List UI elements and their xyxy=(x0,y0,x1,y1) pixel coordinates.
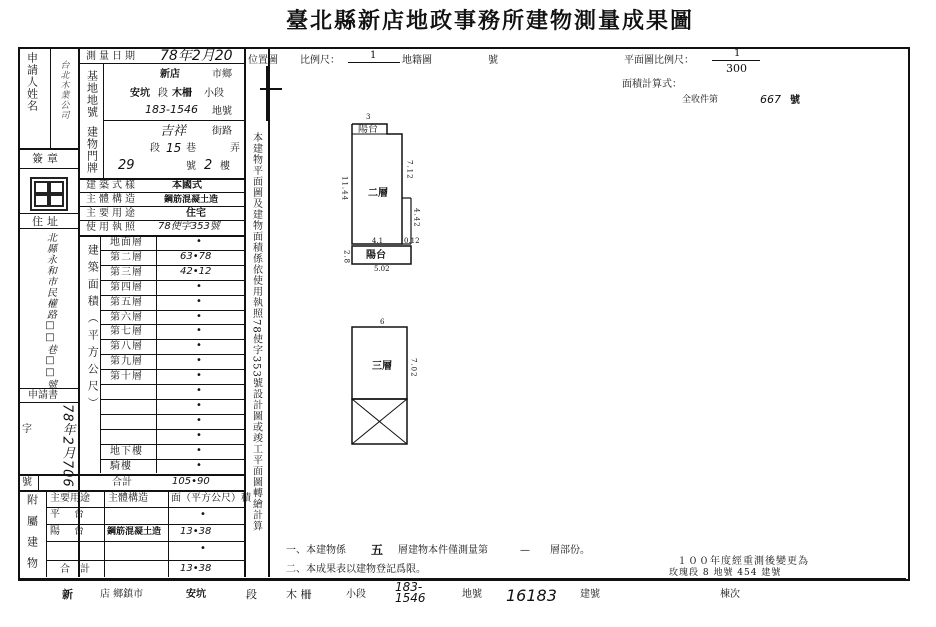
footer-build-number: 16183 xyxy=(506,586,557,605)
floor-scale-num: 1 xyxy=(734,48,741,59)
case-number: 667 xyxy=(760,93,781,106)
address-value: 北縣永和市民權路□□巷□□號 xyxy=(44,232,56,390)
dim-step-top: 4.1 xyxy=(372,237,384,245)
location-map-label: 位置圖 xyxy=(248,55,278,66)
note-2: 二、本成果表以建物登記爲限。 xyxy=(286,564,426,575)
floor-name: 第三層 xyxy=(110,266,143,278)
floor-area-value: • xyxy=(196,340,202,352)
floor-area-value: 42•12 xyxy=(180,265,212,277)
alley-unit: 弄 xyxy=(230,143,240,154)
annex-use-header: 主要用途 xyxy=(50,493,90,504)
floor-area-value: • xyxy=(196,414,202,426)
annex-use: 平台 xyxy=(50,509,98,520)
floor-area-value: • xyxy=(196,429,202,441)
survey-date-value: 78年2月20 xyxy=(160,48,233,64)
structure-label: 主體構造 xyxy=(86,194,138,205)
land-number-unit: 地號 xyxy=(212,106,232,117)
floor-area-value: • xyxy=(196,459,202,471)
annex-side-label: 附屬建物 xyxy=(25,494,39,578)
dim-left: 11.44 xyxy=(340,176,349,202)
section-value: 安坑 xyxy=(130,88,150,99)
lane-unit: 巷 xyxy=(186,143,196,154)
permit-label: 使用執照 xyxy=(86,222,138,233)
floor3-label: 三層 xyxy=(372,361,392,372)
floor-scale-label: 平面圖比例尺： xyxy=(624,55,694,66)
total-area-value: 105•90 xyxy=(172,476,210,487)
note-1-middle: 層建物本件僅測量第 xyxy=(398,545,488,556)
dim-f3-right: 7.02 xyxy=(409,358,418,378)
area-side-label: 建築面積（平方公尺） xyxy=(86,244,100,414)
floor-area-value: • xyxy=(196,370,202,382)
floor-name: 地面層 xyxy=(110,237,143,248)
floor-name: 第五層 xyxy=(110,296,143,308)
applicant-name: 台北木業公司 xyxy=(58,60,69,120)
use-label: 主要用途 xyxy=(86,208,138,219)
case-label: 全收件第 xyxy=(682,95,719,105)
floor-area-value: • xyxy=(196,355,202,367)
permit-value: 78使字353號 xyxy=(158,221,220,232)
floor-name: 第二層 xyxy=(110,251,143,263)
footer-section: 安坑 xyxy=(186,589,206,600)
floor-number-value: 2 xyxy=(204,158,213,173)
floor-name: 第八層 xyxy=(110,341,143,353)
annex-use: 陽台 xyxy=(50,526,98,537)
style-label: 建築式樣 xyxy=(86,180,138,191)
conversion-note: 本建物平面圖及建物面積係依使用執照78使字353號設計圖或竣工平面圖轉繪計算 xyxy=(250,132,262,532)
street-unit: 街路 xyxy=(212,126,232,137)
note-1-dash: — xyxy=(520,545,530,556)
dim-step-right: 0.12 xyxy=(404,237,420,245)
floor-area-value: • xyxy=(196,325,202,337)
land-number-label: 基地地號 xyxy=(85,70,99,118)
total-area-label: 合計 xyxy=(112,477,132,488)
floor-name: 第六層 xyxy=(110,311,143,323)
footer-section-unit: 段 xyxy=(246,588,257,601)
house-number-unit: 號 xyxy=(186,161,196,172)
note-1-suffix: 層部份。 xyxy=(550,545,590,556)
floor-area-value: • xyxy=(196,236,202,247)
dim-balcony-h: 2.8 xyxy=(342,250,351,265)
address-label: 住址 xyxy=(32,215,62,228)
resurvey-line-2: 玫瑰段 8 地號 454 建號 xyxy=(669,568,782,578)
floor-name: 第四層 xyxy=(110,281,143,293)
note-1-prefix: 一、本建物係 xyxy=(286,545,346,556)
case-unit: 號 xyxy=(790,95,800,106)
annex-area: • xyxy=(200,509,206,520)
annex-total-value: 13•38 xyxy=(180,563,212,574)
street-value: 吉祥 xyxy=(160,124,187,139)
footer-build-unit: 建號 xyxy=(580,589,600,600)
annex-area: • xyxy=(200,543,206,554)
map-scale-num: 1 xyxy=(370,50,377,61)
town-unit: 市鄉 xyxy=(212,69,232,80)
resurvey-line-1: １００年度經重測後變更為 xyxy=(677,556,809,567)
dim-f3-top: 6 xyxy=(380,318,385,326)
apply-doc-label: 申請書 xyxy=(28,390,58,401)
floor-scale-den: 300 xyxy=(726,62,747,75)
map-scale-label: 比例尺： xyxy=(300,55,340,66)
floor-area-value: • xyxy=(196,385,202,396)
dim-step: 4.42 xyxy=(412,208,421,228)
balcony-label: 陽台 xyxy=(366,250,386,261)
resurvey-stamp xyxy=(669,557,849,578)
seal-label: 簽章 xyxy=(32,152,62,165)
land-number-value: 183-1546 xyxy=(145,103,198,116)
floor-number-unit: 樓 xyxy=(220,161,230,172)
footer-land-unit: 地號 xyxy=(462,589,482,600)
floor-area-value: • xyxy=(196,310,202,322)
doc-number-label: 號 xyxy=(22,477,32,488)
annex-area-header: 面（平方公尺）積 xyxy=(171,493,251,504)
floor-name: 第七層 xyxy=(110,326,143,338)
cadastral-label: 地籍圖 xyxy=(402,55,432,66)
footer-subsection-unit: 小段 xyxy=(346,589,366,600)
note-1-floors: 五 xyxy=(371,543,384,557)
document-title: 臺北縣新店地政事務所建物測量成果圖 xyxy=(285,8,694,34)
floor-area-value: • xyxy=(196,444,202,456)
applicant-label: 申請人姓名 xyxy=(25,52,39,112)
annex-struct: 鋼筋混凝土造 xyxy=(107,527,162,537)
floor-name: 第九層 xyxy=(110,356,143,368)
floor-name: 第十層 xyxy=(110,371,143,383)
cadastral-number-label: 號 xyxy=(488,55,498,66)
annex-struct-header: 主體構造 xyxy=(108,493,148,504)
survey-date-label: 測量日期 xyxy=(86,51,138,62)
lane-prefix: 段 xyxy=(150,143,160,154)
floor-area-value: • xyxy=(196,399,202,411)
dim-right: 7.12 xyxy=(405,160,414,180)
dim-balcony-w: 5.02 xyxy=(374,265,390,273)
style-value: 本國式 xyxy=(172,180,202,191)
footer-order-label: 棟次 xyxy=(720,589,740,600)
footer-town: 新 xyxy=(62,588,73,601)
annex-area: 13•38 xyxy=(180,526,212,537)
town-value: 新店 xyxy=(160,69,180,80)
use-value: 住宅 xyxy=(186,208,206,219)
lane-value: 15 xyxy=(166,141,182,155)
house-number-value: 29 xyxy=(118,158,135,173)
floor-name: 騎樓 xyxy=(110,460,132,472)
structure-value: 鋼筋混凝土造 xyxy=(164,195,219,205)
annex-total-label: 合計 xyxy=(60,564,100,575)
section-unit: 段 xyxy=(158,88,168,99)
platform-label: 陽台 xyxy=(358,124,378,135)
subsection-value: 木柵 xyxy=(172,88,192,99)
floor-area-value: • xyxy=(196,280,202,292)
doorplate-label: 建物門牌 xyxy=(85,126,99,174)
doc-number: 78年2月706 xyxy=(59,404,75,488)
footer-town-unit: 店 鄉鎮市 xyxy=(100,589,144,600)
footer-land-number: 183-1546 xyxy=(395,580,426,606)
floor-area-value: • xyxy=(196,295,202,307)
floor2-label: 二層 xyxy=(368,188,388,199)
floor-name: 地下樓 xyxy=(110,445,143,457)
dim-top: 3 xyxy=(366,113,371,121)
floor-area-value: 63•78 xyxy=(180,250,212,262)
area-calc-label: 面積計算式： xyxy=(622,79,682,90)
doc-char-label: 字 xyxy=(22,424,32,435)
subsection-unit: 小段 xyxy=(204,88,224,99)
footer-subsection: 木 柵 xyxy=(286,588,312,601)
